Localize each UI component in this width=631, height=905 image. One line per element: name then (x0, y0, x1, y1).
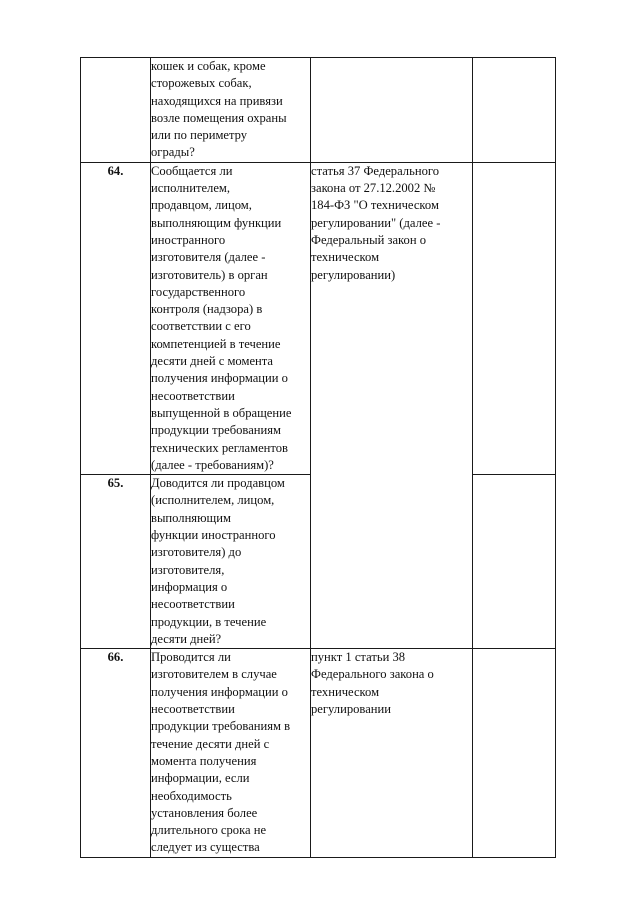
row-number-cell (81, 58, 151, 163)
question-text: Сообщается ли исполнителем, продавцом, лицом, выполняющим функции иностранного изготовителя (далее - изготовитель) в орган государственного контроля (надзора) в соответствии с его компетенцией в течение десяти дней с момента получения информации о несоответствии выпущенной в обращение продукции требованиям технических регламентов (далее - требованиям)? (151, 163, 292, 472)
table-row (81, 58, 556, 163)
law-reference-cell (311, 58, 473, 163)
row-number-cell: 66. (81, 649, 151, 858)
row-number-cell: 64. (81, 162, 151, 474)
law-reference-cell (311, 162, 473, 648)
table-row (81, 162, 556, 474)
law-reference-cell (311, 649, 473, 858)
question-text: Проводится ли изготовителем в случае получения информации о несоответствии продукции требованиям в течение десяти дней с момента получения информации, если необходимость установления более длительного срока не следует из существа (151, 650, 291, 855)
notes-cell (473, 58, 556, 163)
law-reference-text: пункт 1 статьи 38 Федерального закона о техническом регулировании (311, 650, 434, 717)
question-cell (151, 162, 311, 474)
row-number-cell: 65. (81, 475, 151, 649)
question-cell (151, 475, 311, 649)
question-cell (151, 58, 311, 163)
question-text: кошек и собак, кроме сторожевых собак, находящихся на привязи возле помещения охраны или по периметру ограды? (151, 59, 287, 160)
notes-cell (473, 162, 556, 474)
question-cell (151, 649, 311, 858)
notes-cell (473, 475, 556, 649)
question-text: Доводится ли продавцом (исполнителем, лицом, выполняющим функции иностранного изготовителя) до изготовителя, информация о несоответствии продукции, в течение десяти дней? (151, 476, 285, 646)
law-reference-text: статья 37 Федерального закона от 27.12.2002 № 184-ФЗ "О техническом регулировании" (далее - Федеральный закон о техническом регулировании) (311, 163, 441, 282)
requirements-table (80, 57, 556, 858)
table-row (81, 649, 556, 858)
notes-cell (473, 649, 556, 858)
